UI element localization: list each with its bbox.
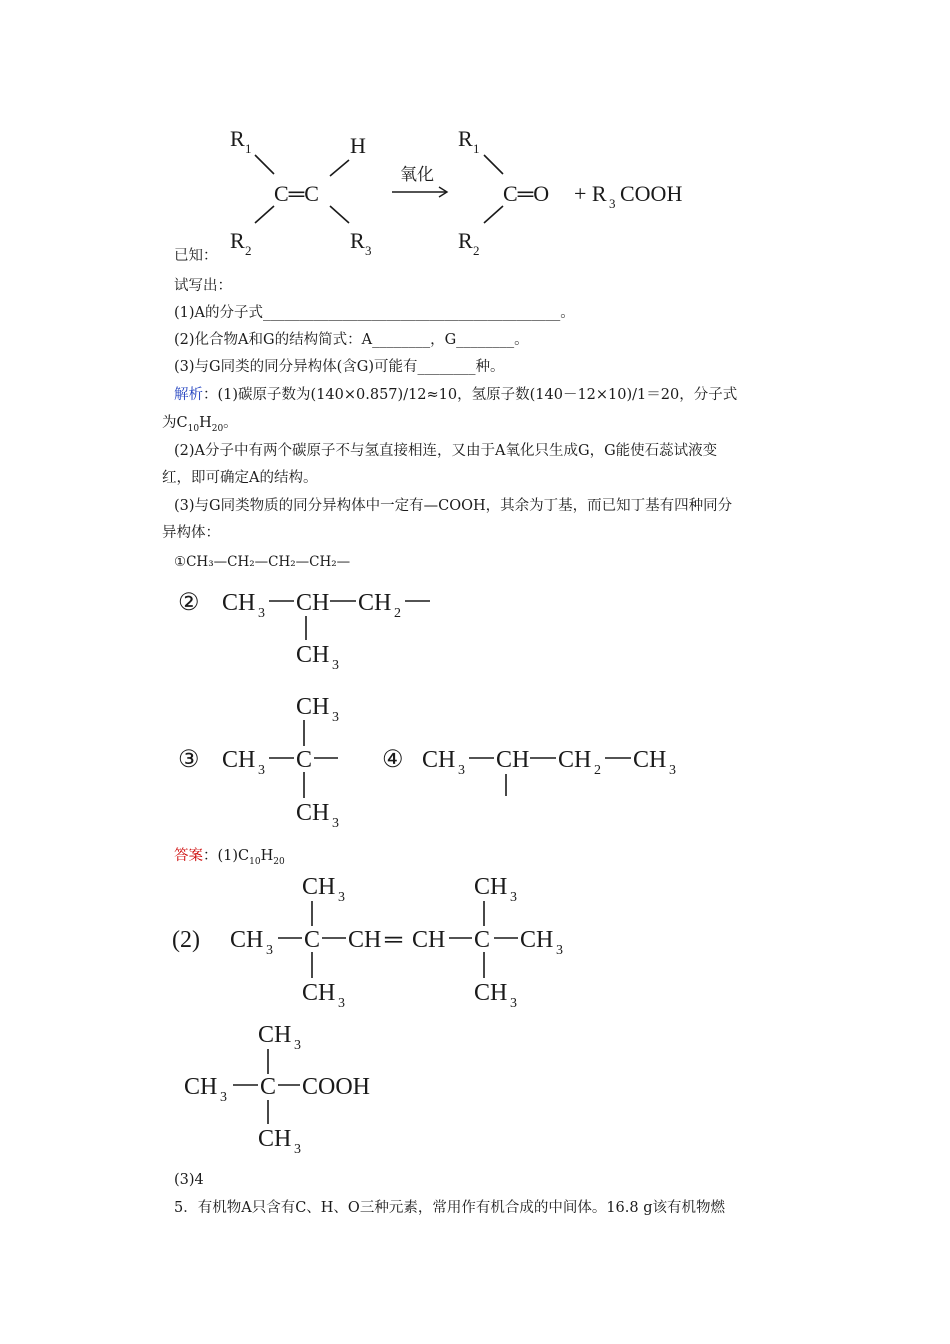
answer-h: H [260,848,274,864]
analysis-line-3a: (3)与G同类物质的同分异构体中一定有—COOH，其余为丁基，而已知丁基有四种同分 [174,498,733,514]
ch2-group: CH [358,590,392,616]
product-r3-subscript: 3 [609,196,616,211]
subscript-3: 3 [338,996,345,1011]
ch3-group: CH [222,747,256,773]
r1-label: R [230,126,245,151]
ch-group: CH [496,747,530,773]
formula-end: 。 [223,415,238,431]
arrow-label-oxidation: 氧化 [400,165,434,184]
r2-label: R [230,228,245,253]
ch-group: CH [412,927,446,953]
ketone-co: C═O [503,181,550,206]
analysis-line-1 [174,385,737,405]
bond-product-r1 [484,155,503,174]
subscript-2: 2 [394,606,401,621]
product-r2-label: R [458,228,473,253]
quaternary-c: C [474,927,491,953]
bond-product-r2 [484,206,503,223]
r2-subscript: 2 [245,243,252,258]
double-bond: ═ [385,927,403,953]
isomer-3-number: ③ [178,747,200,773]
quaternary-c: C [260,1074,277,1100]
subscript-3: 3 [510,890,517,905]
r3-label: R [350,228,365,253]
ch2-group: CH [558,747,592,773]
formula-sub-h: 20 [211,423,224,434]
cooh-label: COOH [620,181,683,206]
ch3-group: CH [184,1074,218,1100]
analysis-label: 解析 [174,387,203,403]
r1-subscript: 1 [245,141,252,156]
ch3-group: CH [474,874,508,900]
answer-2-structure-g [184,1012,404,1162]
ch3-group: CH [296,642,330,668]
isomer-1: ①CH₃—CH₂—CH₂—CH₂— [174,554,351,570]
cooh-group: COOH [302,1074,371,1100]
analysis-line-3b: 异构体： [162,525,220,541]
subscript-3: 3 [220,1090,227,1105]
bond-h [330,160,349,176]
subscript-3: 3 [556,943,563,958]
ch3-group: CH [422,747,456,773]
subscript-3: 3 [510,996,517,1011]
bond-r3 [330,206,349,223]
analysis-text-1: ：(1)碳原子数为(140×0.857)/12≈10，氢原子数(140－12×10)/1＝20，分子式 [203,387,738,403]
isomer-2-number: ② [178,590,200,616]
question-2: (2)化合物A和G的结构简式：A________，G________。 [174,332,529,348]
known-label: 已知： [174,248,218,264]
subscript-3: 3 [458,763,465,778]
quaternary-c: C [296,747,313,773]
r3-subscript: 3 [365,243,372,258]
ch3-group: CH [302,980,336,1006]
formula-sub-c: 10 [187,423,200,434]
analysis-line-2a: (2)A分子中有两个碳原子不与氢直接相连，又由于A氧化只生成G，G能使石蕊试液变 [174,443,718,459]
bond-r2 [255,206,274,223]
product-r1-subscript: 1 [473,141,480,156]
answer-2-number: (2) [172,927,200,953]
product-r2-subscript: 2 [473,243,480,258]
ch3-group: CH [302,874,336,900]
ch-group: CH [296,590,330,616]
ch3-group: CH [296,800,330,826]
subscript-3: 3 [332,816,339,831]
question-3: (3)与G同类的同分异构体(含G)可能有________种。 [174,359,505,375]
formula-h: H [199,415,212,431]
bond-r1 [255,155,274,174]
subscript-3: 3 [258,763,265,778]
subscript-3: 3 [266,943,273,958]
subscript-3: 3 [332,658,339,673]
isomer-3-4-structures [178,690,698,840]
h-label: H [350,133,366,158]
isomer-2-structure [178,582,458,682]
subscript-3: 3 [332,710,339,725]
ch3-group: CH [520,927,554,953]
formula-prefix: 为C [162,415,188,431]
ch3-group: CH [258,1022,292,1048]
analysis-line-2b: 红，即可确定A的结构。 [162,470,318,486]
ch3-group: CH [258,1126,292,1152]
try-write-label: 试写出： [174,278,232,294]
subscript-2: 2 [594,763,601,778]
subscript-3: 3 [338,890,345,905]
subscript-3: 3 [258,606,265,621]
answer-3: (3)4 [174,1172,204,1188]
answer-sub-c: 10 [249,856,261,867]
plus-r3: + R [574,181,607,206]
ch3-group: CH [296,694,330,720]
ch3-group: CH [633,747,667,773]
analysis-line-1b [162,413,238,439]
quaternary-c: C [304,927,321,953]
isomer-4-number: ④ [382,747,404,773]
product-r1-label: R [458,126,473,151]
ch3-group: CH [230,927,264,953]
answer-sub-h: 20 [273,856,285,867]
question-5: 5．有机物A只含有C、H、O三种元素，常用作有机合成的中间体。16.8 g该有机物燃 [174,1200,725,1216]
ch3-group: CH [474,980,508,1006]
answer-label: 答案 [174,848,203,864]
subscript-3: 3 [669,763,676,778]
alkene-cc: C═C [274,181,319,206]
question-1: (1)A的分子式_________________________________________。 [174,305,575,321]
subscript-3: 3 [294,1142,301,1157]
answer-1-prefix: ：(1)C [203,848,250,864]
answer-2-structure-a [172,866,592,1016]
ch-group: CH [348,927,382,953]
oxidation-reaction-scheme [222,118,702,263]
ch3-group: CH [222,590,256,616]
subscript-3: 3 [294,1038,301,1053]
